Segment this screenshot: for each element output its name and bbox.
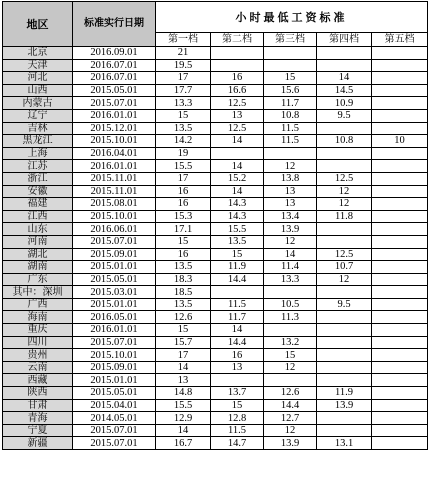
region-cell: 黑龙江 — [3, 135, 73, 148]
tier5-cell — [372, 273, 428, 286]
tier5-cell — [372, 286, 428, 299]
tier4-cell — [317, 412, 372, 425]
date-cell: 2015.10.01 — [73, 210, 156, 223]
tier2-cell: 15.2 — [211, 172, 264, 185]
tier2-cell: 14 — [211, 185, 264, 198]
region-cell: 河南 — [3, 235, 73, 248]
tier1-cell: 17.7 — [156, 84, 211, 97]
tier3-cell: 13.2 — [264, 336, 317, 349]
tier3-cell: 14.4 — [264, 399, 317, 412]
region-cell: 陕西 — [3, 387, 73, 400]
tier5-cell — [372, 361, 428, 374]
table-row — [3, 324, 428, 337]
tier4-cell — [317, 59, 372, 72]
tier1-cell: 15 — [156, 235, 211, 248]
table-row — [3, 223, 428, 236]
date-cell: 2016.05.01 — [73, 311, 156, 324]
region-cell: 青海 — [3, 412, 73, 425]
tier2-cell: 11.5 — [211, 424, 264, 437]
header-row — [3, 2, 428, 33]
tier5-cell — [372, 97, 428, 110]
tier1-cell: 13.5 — [156, 261, 211, 274]
region-cell: 江西 — [3, 210, 73, 223]
tier1-cell: 15.7 — [156, 336, 211, 349]
date-cell: 2015.05.01 — [73, 84, 156, 97]
tier3-cell — [264, 47, 317, 60]
date-cell: 2015.05.01 — [73, 273, 156, 286]
tier3-cell: 15 — [264, 349, 317, 362]
table-row — [3, 210, 428, 223]
document-page — [0, 1, 429, 501]
tier1-cell: 17 — [156, 172, 211, 185]
tier2-cell: 15 — [211, 399, 264, 412]
tier4-cell — [317, 47, 372, 60]
table-row — [3, 273, 428, 286]
region-cell: 广东 — [3, 273, 73, 286]
table-row — [3, 97, 428, 110]
tier2-cell — [211, 59, 264, 72]
tier4-cell: 10.9 — [317, 97, 372, 110]
tier1-cell: 14.8 — [156, 387, 211, 400]
tier1-cell: 14 — [156, 424, 211, 437]
date-cell: 2015.07.01 — [73, 336, 156, 349]
tier1-cell: 19 — [156, 147, 211, 160]
tier3-cell: 12 — [264, 424, 317, 437]
tier4-cell — [317, 336, 372, 349]
tier3-cell: 15.6 — [264, 84, 317, 97]
date-cell: 2015.08.01 — [73, 198, 156, 211]
tier3-cell — [264, 374, 317, 387]
min-wage-table — [2, 1, 428, 450]
tier2-cell: 14 — [211, 135, 264, 148]
tier3-cell — [264, 147, 317, 160]
tier2-cell — [211, 147, 264, 160]
date-cell: 2015.07.01 — [73, 235, 156, 248]
tier1-cell: 13.3 — [156, 97, 211, 110]
region-cell: 安徽 — [3, 185, 73, 198]
tier4-cell — [317, 424, 372, 437]
tier1-cell: 15.3 — [156, 210, 211, 223]
tier5-cell — [372, 336, 428, 349]
table-row — [3, 235, 428, 248]
tier5-cell — [372, 324, 428, 337]
tier3-cell: 14 — [264, 248, 317, 261]
region-cell: 海南 — [3, 311, 73, 324]
tier5-cell — [372, 437, 428, 450]
date-cell: 2015.05.01 — [73, 387, 156, 400]
tier4-cell: 9.5 — [317, 298, 372, 311]
tier3-cell: 12 — [264, 235, 317, 248]
tier3-cell — [264, 286, 317, 299]
table-row — [3, 160, 428, 173]
tier5-cell — [372, 47, 428, 60]
tier4-cell: 12 — [317, 273, 372, 286]
tier5-cell — [372, 147, 428, 160]
table-row — [3, 135, 428, 148]
tier3-cell: 10.8 — [264, 109, 317, 122]
date-cell: 2016.01.01 — [73, 160, 156, 173]
tier1-cell: 14.2 — [156, 135, 211, 148]
tier5-cell — [372, 109, 428, 122]
tier2-cell: 11.7 — [211, 311, 264, 324]
tier-header-3: 第三档 — [264, 33, 317, 47]
tier1-cell: 15.5 — [156, 399, 211, 412]
tier4-cell: 12.5 — [317, 172, 372, 185]
table-row — [3, 399, 428, 412]
tier4-cell — [317, 324, 372, 337]
tier4-cell: 10.8 — [317, 135, 372, 148]
date-cell: 2016.01.01 — [73, 324, 156, 337]
tier1-cell: 14 — [156, 361, 211, 374]
tier5-cell — [372, 387, 428, 400]
tier2-cell: 13.7 — [211, 387, 264, 400]
date-cell: 2016.07.01 — [73, 72, 156, 85]
tier3-cell: 13.3 — [264, 273, 317, 286]
region-cell: 山西 — [3, 84, 73, 97]
tier2-cell: 14 — [211, 160, 264, 173]
tier2-cell: 12.5 — [211, 97, 264, 110]
tier4-cell — [317, 122, 372, 135]
tier2-cell: 14 — [211, 324, 264, 337]
tier2-cell: 11.9 — [211, 261, 264, 274]
tier1-cell: 15.5 — [156, 160, 211, 173]
tier2-cell: 14.4 — [211, 273, 264, 286]
region-cell: 广西 — [3, 298, 73, 311]
table-row — [3, 437, 428, 450]
tier1-cell: 15 — [156, 109, 211, 122]
tier1-cell: 16 — [156, 248, 211, 261]
tier4-cell — [317, 160, 372, 173]
tier3-cell: 11.3 — [264, 311, 317, 324]
table-row — [3, 374, 428, 387]
table-row — [3, 412, 428, 425]
table-row — [3, 311, 428, 324]
tier3-cell: 13.9 — [264, 437, 317, 450]
date-cell: 2015.10.01 — [73, 135, 156, 148]
tier3-cell — [264, 59, 317, 72]
region-cell: 上海 — [3, 147, 73, 160]
tier1-cell: 13 — [156, 374, 211, 387]
tier5-cell — [372, 72, 428, 85]
tier5-cell: 10 — [372, 135, 428, 148]
tier2-cell: 16.6 — [211, 84, 264, 97]
table-row — [3, 261, 428, 274]
date-cell: 2015.01.01 — [73, 298, 156, 311]
tier3-cell: 10.5 — [264, 298, 317, 311]
tier3-cell: 11.5 — [264, 122, 317, 135]
region-header: 地区 — [3, 2, 73, 47]
tier4-cell: 12.5 — [317, 248, 372, 261]
region-cell: 其中：深圳 — [3, 286, 73, 299]
tier5-cell — [372, 298, 428, 311]
region-cell: 山东 — [3, 223, 73, 236]
tier1-cell: 16 — [156, 198, 211, 211]
tier5-cell — [372, 399, 428, 412]
table-row — [3, 84, 428, 97]
tier3-cell: 11.4 — [264, 261, 317, 274]
tier2-cell — [211, 47, 264, 60]
region-cell: 甘肃 — [3, 399, 73, 412]
tier2-cell: 12.5 — [211, 122, 264, 135]
date-cell: 2015.09.01 — [73, 361, 156, 374]
tier2-cell — [211, 374, 264, 387]
tier3-cell: 13 — [264, 198, 317, 211]
table-body — [3, 47, 428, 450]
tier5-cell — [372, 172, 428, 185]
tier2-cell: 16 — [211, 72, 264, 85]
tier4-cell: 9.5 — [317, 109, 372, 122]
tier3-cell: 13.9 — [264, 223, 317, 236]
tier1-cell: 16 — [156, 185, 211, 198]
tier2-cell: 14.3 — [211, 198, 264, 211]
tier2-cell: 14.4 — [211, 336, 264, 349]
region-cell: 西藏 — [3, 374, 73, 387]
tier5-cell — [372, 59, 428, 72]
tier5-cell — [372, 223, 428, 236]
tier3-cell: 13.8 — [264, 172, 317, 185]
tier3-cell: 12 — [264, 160, 317, 173]
tier4-cell: 12 — [317, 198, 372, 211]
region-cell: 重庆 — [3, 324, 73, 337]
tier4-cell — [317, 361, 372, 374]
date-cell: 2015.07.01 — [73, 97, 156, 110]
date-header: 标准实行日期 — [73, 2, 156, 47]
tier2-cell: 14.7 — [211, 437, 264, 450]
tier2-cell: 15 — [211, 248, 264, 261]
region-cell: 河北 — [3, 72, 73, 85]
tier1-cell: 12.9 — [156, 412, 211, 425]
table-row — [3, 172, 428, 185]
region-cell: 江苏 — [3, 160, 73, 173]
date-cell: 2016.07.01 — [73, 59, 156, 72]
tier1-cell: 13.5 — [156, 298, 211, 311]
tier1-cell: 17 — [156, 349, 211, 362]
tier4-cell: 13.1 — [317, 437, 372, 450]
region-cell: 福建 — [3, 198, 73, 211]
tier1-cell: 12.6 — [156, 311, 211, 324]
date-cell: 2015.12.01 — [73, 122, 156, 135]
tier3-cell: 11.7 — [264, 97, 317, 110]
tier2-cell: 15.5 — [211, 223, 264, 236]
tier4-cell — [317, 223, 372, 236]
tier-header-4: 第四档 — [317, 33, 372, 47]
tier1-cell: 13.5 — [156, 122, 211, 135]
region-cell: 辽宁 — [3, 109, 73, 122]
tier3-cell: 13.4 — [264, 210, 317, 223]
tier5-cell — [372, 198, 428, 211]
table-row — [3, 361, 428, 374]
date-cell: 2016.06.01 — [73, 223, 156, 236]
tier3-cell: 11.5 — [264, 135, 317, 148]
tier4-cell: 14.5 — [317, 84, 372, 97]
region-cell: 湖南 — [3, 261, 73, 274]
table-row — [3, 336, 428, 349]
hourly-min-wage-header: 小时最低工资标准 — [156, 2, 428, 33]
tier5-cell — [372, 374, 428, 387]
tier-header-1: 第一档 — [156, 33, 211, 47]
tier5-cell — [372, 185, 428, 198]
tier5-cell — [372, 311, 428, 324]
region-cell: 四川 — [3, 336, 73, 349]
table-row — [3, 59, 428, 72]
tier4-cell: 11.9 — [317, 387, 372, 400]
tier4-cell: 14 — [317, 72, 372, 85]
region-cell: 新疆 — [3, 437, 73, 450]
tier2-cell: 12.8 — [211, 412, 264, 425]
tier3-cell: 12.6 — [264, 387, 317, 400]
date-cell: 2016.09.01 — [73, 47, 156, 60]
tier4-cell: 11.8 — [317, 210, 372, 223]
table-row — [3, 387, 428, 400]
tier4-cell: 13.9 — [317, 399, 372, 412]
tier-header-2: 第二档 — [211, 33, 264, 47]
date-cell: 2015.11.01 — [73, 185, 156, 198]
table-row — [3, 424, 428, 437]
table-row — [3, 109, 428, 122]
table-row — [3, 147, 428, 160]
table-row — [3, 286, 428, 299]
date-cell: 2016.04.01 — [73, 147, 156, 160]
tier4-cell: 10.7 — [317, 261, 372, 274]
tier1-cell: 18.5 — [156, 286, 211, 299]
date-cell: 2015.01.01 — [73, 261, 156, 274]
tier5-cell — [372, 122, 428, 135]
region-cell: 内蒙古 — [3, 97, 73, 110]
tier5-cell — [372, 349, 428, 362]
tier2-cell: 16 — [211, 349, 264, 362]
tier4-cell — [317, 286, 372, 299]
table-row — [3, 298, 428, 311]
tier2-cell: 13 — [211, 109, 264, 122]
date-cell: 2015.03.01 — [73, 286, 156, 299]
tier1-cell: 19.5 — [156, 59, 211, 72]
region-cell: 贵州 — [3, 349, 73, 362]
tier5-cell — [372, 424, 428, 437]
region-cell: 浙江 — [3, 172, 73, 185]
tier2-cell: 13 — [211, 361, 264, 374]
tier-header-5: 第五档 — [372, 33, 428, 47]
tier5-cell — [372, 160, 428, 173]
tier1-cell: 16.7 — [156, 437, 211, 450]
region-cell: 北京 — [3, 47, 73, 60]
tier3-cell: 13 — [264, 185, 317, 198]
tier3-cell: 12.7 — [264, 412, 317, 425]
region-cell: 宁夏 — [3, 424, 73, 437]
tier2-cell: 14.3 — [211, 210, 264, 223]
tier1-cell: 17 — [156, 72, 211, 85]
tier1-cell: 18.3 — [156, 273, 211, 286]
tier4-cell: 12 — [317, 185, 372, 198]
tier3-cell: 12 — [264, 361, 317, 374]
date-cell: 2015.04.01 — [73, 399, 156, 412]
date-cell: 2015.01.01 — [73, 374, 156, 387]
tier4-cell — [317, 349, 372, 362]
region-cell: 天津 — [3, 59, 73, 72]
tier5-cell — [372, 210, 428, 223]
table-row — [3, 248, 428, 261]
tier5-cell — [372, 412, 428, 425]
tier4-cell — [317, 235, 372, 248]
table-row — [3, 198, 428, 211]
tier2-cell: 13.5 — [211, 235, 264, 248]
tier5-cell — [372, 84, 428, 97]
date-cell: 2016.01.01 — [73, 109, 156, 122]
region-cell: 云南 — [3, 361, 73, 374]
region-cell: 湖北 — [3, 248, 73, 261]
tier5-cell — [372, 235, 428, 248]
table-row — [3, 122, 428, 135]
tier1-cell: 17.1 — [156, 223, 211, 236]
table-row — [3, 72, 428, 85]
tier3-cell: 15 — [264, 72, 317, 85]
date-cell: 2015.10.01 — [73, 349, 156, 362]
tier4-cell — [317, 374, 372, 387]
table-row — [3, 185, 428, 198]
tier5-cell — [372, 248, 428, 261]
tier1-cell: 21 — [156, 47, 211, 60]
table-header — [3, 2, 428, 47]
date-cell: 2015.11.01 — [73, 172, 156, 185]
tier3-cell — [264, 324, 317, 337]
tier5-cell — [372, 261, 428, 274]
date-cell: 2015.07.01 — [73, 424, 156, 437]
date-cell: 2015.07.01 — [73, 437, 156, 450]
table-row — [3, 47, 428, 60]
date-cell: 2014.05.01 — [73, 412, 156, 425]
tier2-cell — [211, 286, 264, 299]
tier1-cell: 15 — [156, 324, 211, 337]
tier4-cell — [317, 147, 372, 160]
table-row — [3, 349, 428, 362]
tier2-cell: 11.5 — [211, 298, 264, 311]
region-cell: 吉林 — [3, 122, 73, 135]
tier4-cell — [317, 311, 372, 324]
date-cell: 2015.09.01 — [73, 248, 156, 261]
